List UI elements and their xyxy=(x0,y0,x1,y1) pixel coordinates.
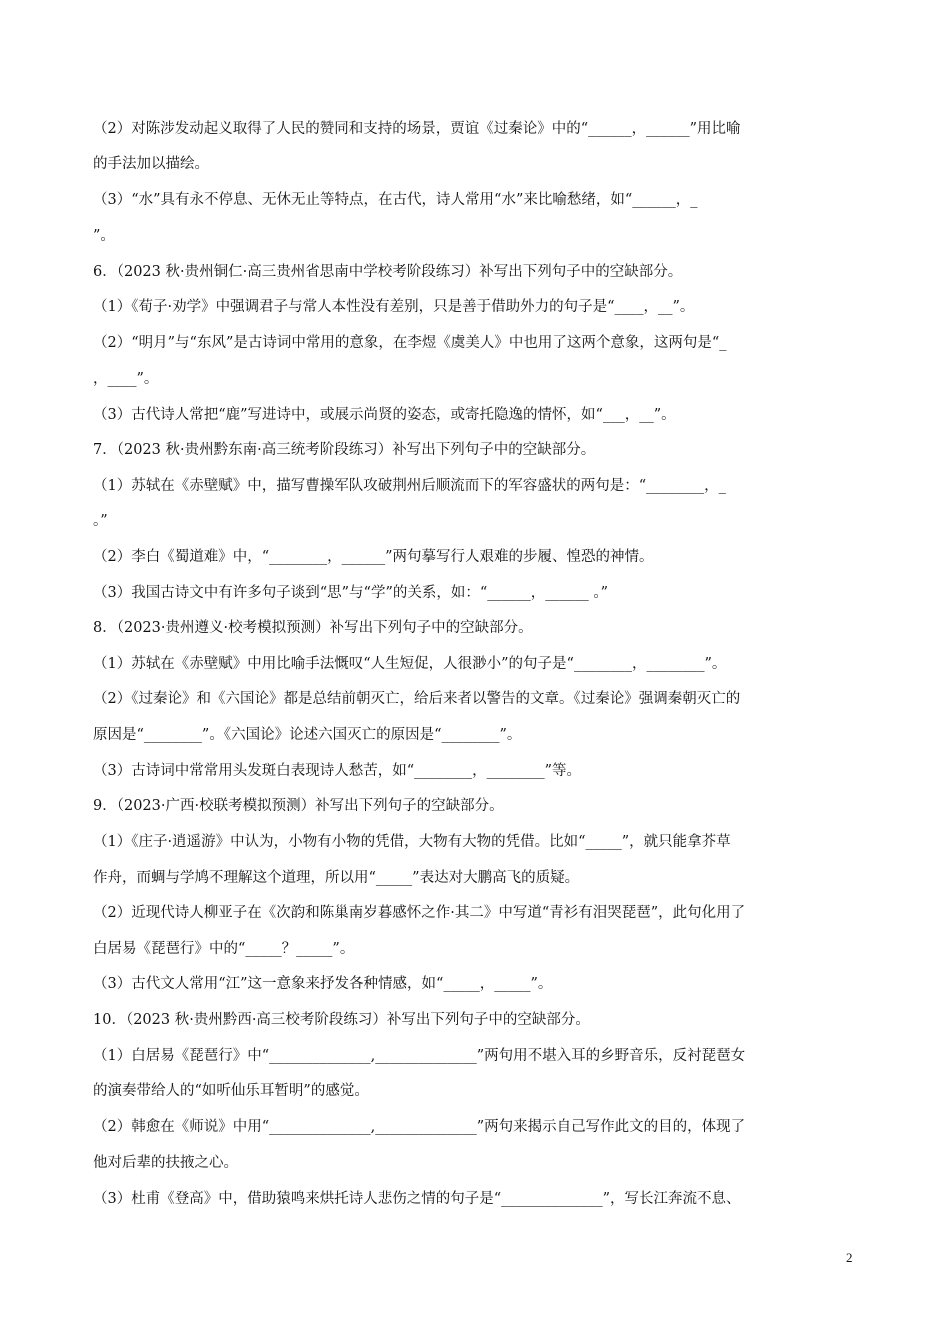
text-line: （3）古代诗人常把“鹿”写进诗中，或展示尚贤的姿态，或寄托隐逸的情怀，如“___，__”。 xyxy=(93,407,676,423)
text-line: ，____”。 xyxy=(93,371,159,387)
text-line: 白居易《琵琶行》中的“_____？_____”。 xyxy=(93,941,355,957)
text-line: ”。 xyxy=(93,228,115,244)
text-line: （1）《荀子·劝学》中强调君子与常人本性没有差别，只是善于借助外力的句子是“____，__”。 xyxy=(93,299,695,315)
text-line: （1）苏轼在《赤壁赋》中用比喻手法慨叹“人生短促，人很渺小”的句子是“________，________”。 xyxy=(93,656,727,672)
text-line: （1）《庄子·逍遥游》中认为，小物有小物的凭借，大物有大物的凭借。比如“_____”，就只能拿芥草 xyxy=(93,834,731,850)
text-line: （1）白居易《琵琶行》中“______________,______________”两句用不堪入耳的乡野音乐，反衬琵琶女 xyxy=(93,1048,746,1064)
question-heading: 7．（2023 秋·贵州黔东南·高三统考阶段练习）补写出下列句子中的空缺部分。 xyxy=(93,442,596,458)
text-line: （2）韩愈在《师说》中用“______________,______________”两句来揭示自己写作此文的目的，体现了 xyxy=(93,1119,746,1135)
text-line: 作舟，而蜩与学鸠不理解这个道理，所以用“_____”表达对大鹏高飞的质疑。 xyxy=(93,870,580,886)
page-number: 2 xyxy=(846,1250,853,1265)
question-heading: 9．（2023·广西·校联考模拟预测）补写出下列句子的空缺部分。 xyxy=(93,798,504,814)
text-line: 原因是“________”。《六国论》论述六国灭亡的原因是“________”。 xyxy=(93,727,522,743)
text-line: （2）近现代诗人柳亚子在《次韵和陈巢南岁暮感怀之作·其二》中写道“青衫有泪哭琵琶”，此句化用了 xyxy=(93,905,746,921)
text-line: 的演奏带给人的“如听仙乐耳暂明”的感觉。 xyxy=(93,1083,369,1099)
question-heading: 10．（2023 秋·贵州黔西·高三校考阶段练习）补写出下列句子中的空缺部分。 xyxy=(93,1012,590,1028)
text-line: （3）我国古诗文中有许多句子谈到“思”与“学”的关系，如：“______，______ 。” xyxy=(93,585,609,601)
text-line: （1）苏轼在《赤壁赋》中，描写曹操军队攻破荆州后顺流而下的军容盛状的两句是：“________，_ xyxy=(93,478,726,494)
text-line: （3）杜甫《登高》中，借助猿鸣来烘托诗人悲伤之情的句子是“______________”，写长江奔流不息、 xyxy=(93,1191,741,1207)
text-line: （2）对陈涉发动起义取得了人民的赞同和支持的场景，贾谊《过秦论》中的“______，______”用比喻 xyxy=(93,121,741,137)
text-line: 。” xyxy=(93,513,108,529)
text-line: （3）古诗词中常常用头发斑白表现诗人愁苦，如“________，________”等。 xyxy=(93,763,582,779)
text-line: （3）古代文人常用“江”这一意象来抒发各种情感，如“_____，_____”。 xyxy=(93,976,553,992)
question-heading: 8．（2023·贵州遵义·校考模拟预测）补写出下列句子中的空缺部分。 xyxy=(93,620,533,636)
text-line: （3）“水”具有永不停息、无休无止等特点，在古代，诗人常用“水”来比喻愁绪，如“______，_ xyxy=(93,192,698,208)
question-heading: 6．（2023 秋·贵州铜仁·高三贵州省思南中学校考阶段练习）补写出下列句子中的空缺部分。 xyxy=(93,264,683,280)
text-line: （2）李白《蜀道难》中，“________，______”两句摹写行人艰难的步履、惶恐的神情。 xyxy=(93,549,654,565)
text-line: 他对后辈的扶掖之心。 xyxy=(93,1155,238,1171)
text-line: （2）“明月”与“东风”是古诗词中常用的意象，在李煜《虞美人》中也用了这两个意象，这两句是“_ xyxy=(93,335,727,351)
text-line: （2）《过秦论》和《六国论》都是总结前朝灭亡，给后来者以警告的文章。《过秦论》强调秦朝灭亡的 xyxy=(93,691,741,707)
text-line: 的手法加以描绘。 xyxy=(93,156,209,172)
